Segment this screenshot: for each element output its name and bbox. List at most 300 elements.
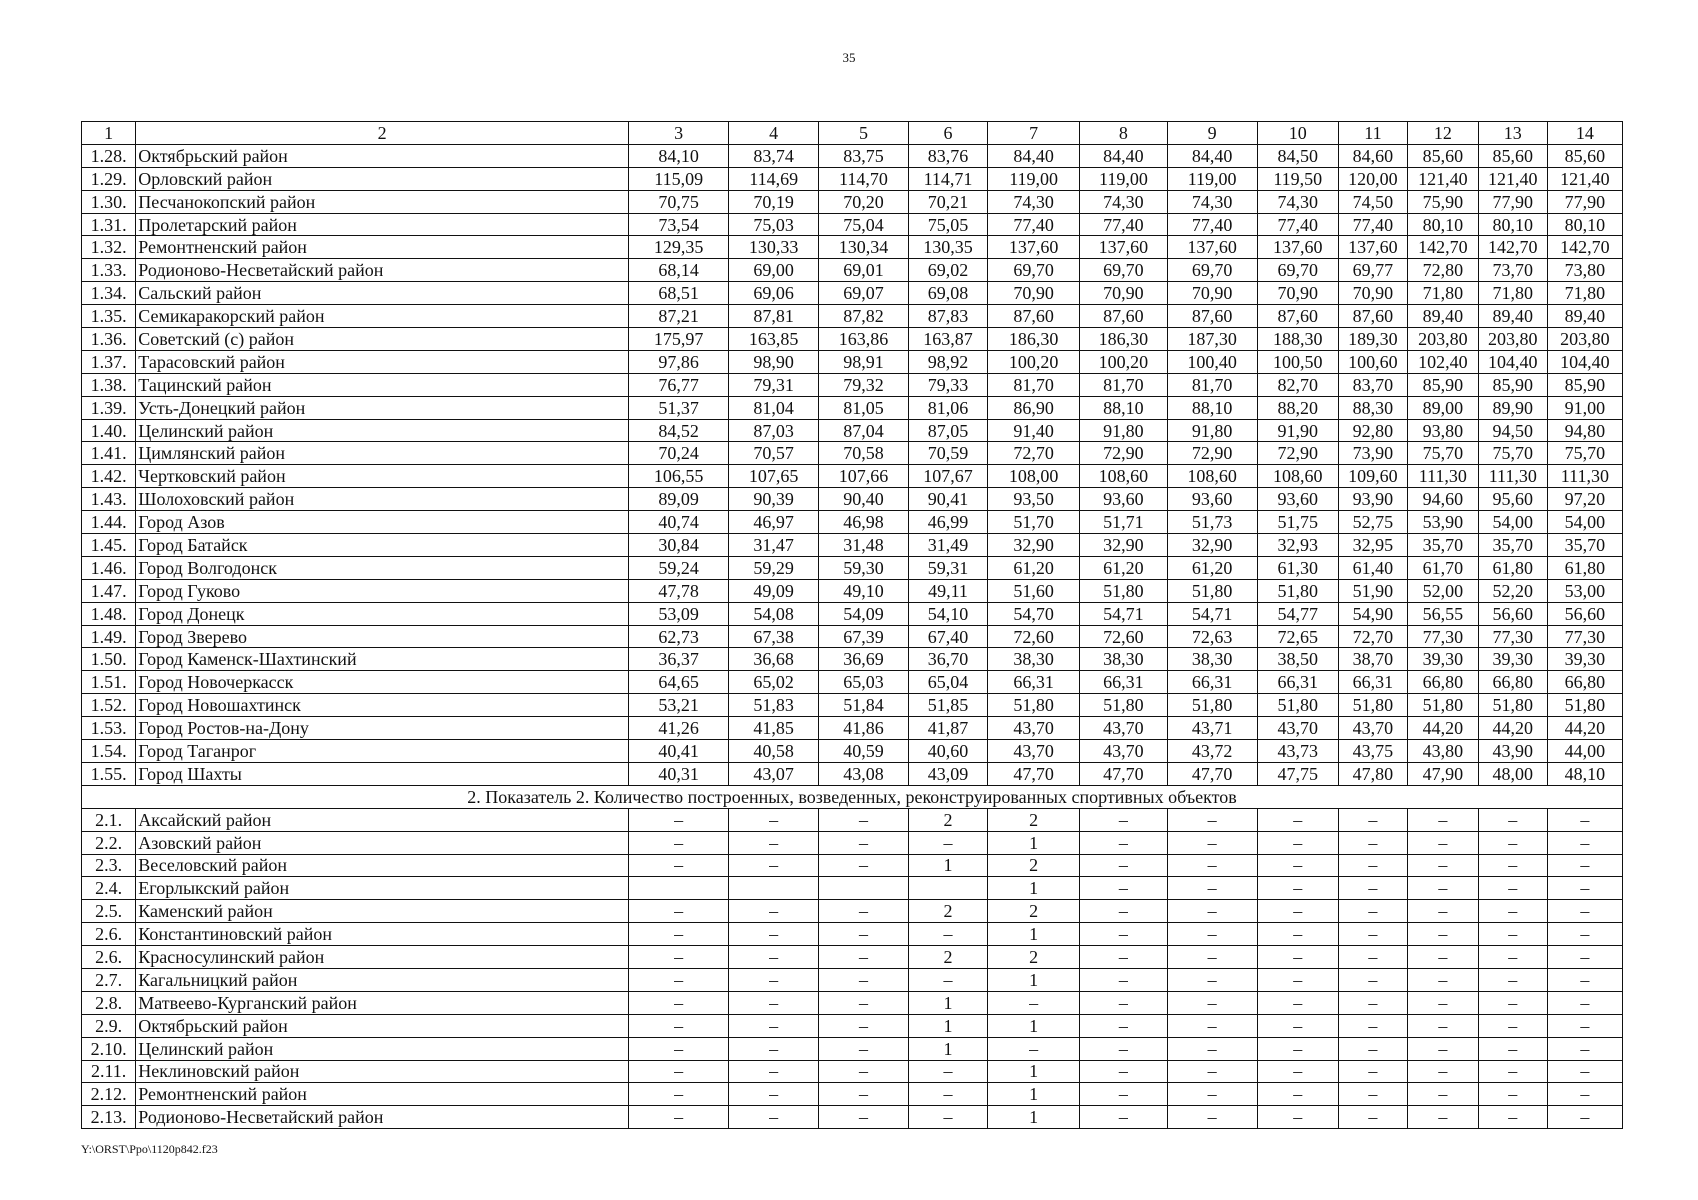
value-cell: 51,80 xyxy=(1478,694,1547,717)
table-row xyxy=(82,213,1623,236)
value-cell: 46,97 xyxy=(729,511,819,534)
value-cell: – xyxy=(1338,854,1407,877)
value-cell: 80,10 xyxy=(1478,213,1547,236)
value-cell: 61,40 xyxy=(1338,556,1407,579)
value-cell: 84,40 xyxy=(1167,144,1257,167)
row-number: 1.41. xyxy=(82,442,136,465)
value-cell: 83,74 xyxy=(729,144,819,167)
value-cell: – xyxy=(1547,1014,1622,1037)
value-cell: – xyxy=(819,1014,909,1037)
value-cell: 85,90 xyxy=(1547,373,1622,396)
district-name: Город Ростов-на-Дону xyxy=(136,717,629,740)
value-cell: 106,55 xyxy=(629,465,729,488)
value-cell: 59,30 xyxy=(819,556,909,579)
value-cell: 40,58 xyxy=(729,740,819,763)
table-row xyxy=(82,991,1623,1014)
table-row xyxy=(82,923,1623,946)
value-cell: 100,20 xyxy=(988,350,1080,373)
value-cell: 69,70 xyxy=(1167,259,1257,282)
value-cell: 142,70 xyxy=(1478,236,1547,259)
district-name: Цимлянский район xyxy=(136,442,629,465)
value-cell: 137,60 xyxy=(1338,236,1407,259)
value-cell: – xyxy=(819,946,909,969)
value-cell: 74,50 xyxy=(1338,190,1407,213)
value-cell: 82,70 xyxy=(1257,373,1338,396)
value-cell: 87,21 xyxy=(629,305,729,328)
value-cell: 114,70 xyxy=(819,167,909,190)
district-name: Ремонтненский район xyxy=(136,1083,629,1106)
value-cell: 54,08 xyxy=(729,602,819,625)
district-name: Город Новошахтинск xyxy=(136,694,629,717)
value-cell: – xyxy=(1547,900,1622,923)
table-row xyxy=(82,625,1623,648)
value-cell: 66,31 xyxy=(1167,671,1257,694)
value-cell: 115,09 xyxy=(629,167,729,190)
value-cell: – xyxy=(1407,831,1478,854)
value-cell: 51,80 xyxy=(1167,579,1257,602)
value-cell: 41,26 xyxy=(629,717,729,740)
value-cell: 35,70 xyxy=(1478,534,1547,557)
table-row xyxy=(82,350,1623,373)
value-cell: 119,00 xyxy=(1167,167,1257,190)
value-cell: 51,80 xyxy=(1257,579,1338,602)
value-cell: 100,60 xyxy=(1338,350,1407,373)
value-cell: – xyxy=(1547,946,1622,969)
value-cell: – xyxy=(1257,991,1338,1014)
value-cell: 38,30 xyxy=(1080,648,1168,671)
value-cell: 54,00 xyxy=(1478,511,1547,534)
value-cell: – xyxy=(1478,808,1547,831)
value-cell: 31,48 xyxy=(819,534,909,557)
value-cell: 70,90 xyxy=(1338,282,1407,305)
value-cell: 32,90 xyxy=(1080,534,1168,557)
row-number: 1.28. xyxy=(82,144,136,167)
value-cell: 85,90 xyxy=(1407,373,1478,396)
value-cell: – xyxy=(1080,946,1168,969)
row-number: 2.2. xyxy=(82,831,136,854)
value-cell: 107,65 xyxy=(729,465,819,488)
district-name: Усть-Донецкий район xyxy=(136,396,629,419)
district-name: Город Новочеркасск xyxy=(136,671,629,694)
value-cell: 108,60 xyxy=(1257,465,1338,488)
value-cell: 1 xyxy=(908,854,987,877)
value-cell: 51,80 xyxy=(1257,694,1338,717)
value-cell: 46,99 xyxy=(908,511,987,534)
value-cell: 85,60 xyxy=(1478,144,1547,167)
value-cell: 111,30 xyxy=(1478,465,1547,488)
value-cell: 84,50 xyxy=(1257,144,1338,167)
value-cell: 108,60 xyxy=(1080,465,1168,488)
value-cell: 104,40 xyxy=(1478,350,1547,373)
value-cell: 48,10 xyxy=(1547,762,1622,785)
value-cell: – xyxy=(1257,923,1338,946)
value-cell: 186,30 xyxy=(988,328,1080,351)
value-cell: 71,80 xyxy=(1407,282,1478,305)
value-cell: – xyxy=(1080,1037,1168,1060)
value-cell: – xyxy=(729,1037,819,1060)
value-cell: 69,02 xyxy=(908,259,987,282)
value-cell: 61,20 xyxy=(1080,556,1168,579)
row-number: 1.54. xyxy=(82,740,136,763)
value-cell: – xyxy=(1257,1083,1338,1106)
value-cell: 72,60 xyxy=(1080,625,1168,648)
value-cell: 56,55 xyxy=(1407,602,1478,625)
district-name: Родионово-Несветайский район xyxy=(136,1106,629,1129)
value-cell: – xyxy=(1338,877,1407,900)
value-cell: – xyxy=(629,1060,729,1083)
value-cell: 46,98 xyxy=(819,511,909,534)
value-cell: 1 xyxy=(908,991,987,1014)
table-row xyxy=(82,602,1623,625)
value-cell: 69,01 xyxy=(819,259,909,282)
value-cell: 87,81 xyxy=(729,305,819,328)
table-row xyxy=(82,762,1623,785)
value-cell xyxy=(819,877,909,900)
row-number: 1.31. xyxy=(82,213,136,236)
value-cell: 91,00 xyxy=(1547,396,1622,419)
value-cell: 93,60 xyxy=(1080,488,1168,511)
value-cell: – xyxy=(1257,808,1338,831)
table-row xyxy=(82,328,1623,351)
value-cell: 77,90 xyxy=(1478,190,1547,213)
value-cell: – xyxy=(629,900,729,923)
value-cell: 39,30 xyxy=(1478,648,1547,671)
value-cell: 107,66 xyxy=(819,465,909,488)
value-cell: 98,92 xyxy=(908,350,987,373)
value-cell: 49,11 xyxy=(908,579,987,602)
value-cell: 163,85 xyxy=(729,328,819,351)
value-cell: 47,90 xyxy=(1407,762,1478,785)
value-cell: – xyxy=(1407,923,1478,946)
value-cell: – xyxy=(819,854,909,877)
column-header: 10 xyxy=(1257,122,1338,145)
value-cell: 71,80 xyxy=(1547,282,1622,305)
value-cell: 52,75 xyxy=(1338,511,1407,534)
value-cell: 1 xyxy=(988,1106,1080,1129)
value-cell: 91,40 xyxy=(988,419,1080,442)
value-cell: – xyxy=(629,968,729,991)
table-row xyxy=(82,671,1623,694)
value-cell: – xyxy=(1080,1060,1168,1083)
value-cell: 70,90 xyxy=(1167,282,1257,305)
value-cell: 53,90 xyxy=(1407,511,1478,534)
value-cell: 76,77 xyxy=(629,373,729,396)
value-cell: 77,30 xyxy=(1547,625,1622,648)
value-cell: – xyxy=(908,1083,987,1106)
district-name: Веселовский район xyxy=(136,854,629,877)
value-cell: – xyxy=(1338,968,1407,991)
value-cell: 102,40 xyxy=(1407,350,1478,373)
table-row xyxy=(82,946,1623,969)
value-cell: 92,80 xyxy=(1338,419,1407,442)
value-cell: – xyxy=(1338,900,1407,923)
column-header: 5 xyxy=(819,122,909,145)
value-cell: 84,40 xyxy=(1080,144,1168,167)
value-cell: 41,87 xyxy=(908,717,987,740)
value-cell: 72,65 xyxy=(1257,625,1338,648)
value-cell: 88,10 xyxy=(1080,396,1168,419)
value-cell: 75,70 xyxy=(1547,442,1622,465)
value-cell: 51,73 xyxy=(1167,511,1257,534)
value-cell: 2 xyxy=(988,854,1080,877)
value-cell: 77,40 xyxy=(1338,213,1407,236)
value-cell: 119,00 xyxy=(988,167,1080,190)
row-number: 2.6. xyxy=(82,923,136,946)
value-cell: 2 xyxy=(988,946,1080,969)
value-cell: 100,50 xyxy=(1257,350,1338,373)
value-cell: – xyxy=(819,1106,909,1129)
value-cell: 51,80 xyxy=(1407,694,1478,717)
value-cell: 75,03 xyxy=(729,213,819,236)
row-number: 2.1. xyxy=(82,808,136,831)
value-cell: 130,33 xyxy=(729,236,819,259)
value-cell: – xyxy=(1547,923,1622,946)
value-cell: 47,70 xyxy=(988,762,1080,785)
value-cell: – xyxy=(1547,1037,1622,1060)
district-name: Семикаракорский район xyxy=(136,305,629,328)
value-cell: – xyxy=(729,991,819,1014)
value-cell: 129,35 xyxy=(629,236,729,259)
value-cell: 61,20 xyxy=(1167,556,1257,579)
table-row xyxy=(82,259,1623,282)
value-cell: 67,38 xyxy=(729,625,819,648)
value-cell: 38,30 xyxy=(1167,648,1257,671)
table-row xyxy=(82,808,1623,831)
value-cell: 72,60 xyxy=(988,625,1080,648)
value-cell: 2 xyxy=(908,900,987,923)
value-cell: 89,90 xyxy=(1478,396,1547,419)
row-number: 2.12. xyxy=(82,1083,136,1106)
value-cell: – xyxy=(1167,854,1257,877)
value-cell: 72,90 xyxy=(1257,442,1338,465)
value-cell: 80,10 xyxy=(1547,213,1622,236)
value-cell: – xyxy=(629,923,729,946)
district-name: Целинский район xyxy=(136,419,629,442)
value-cell: – xyxy=(1478,900,1547,923)
value-cell: 40,59 xyxy=(819,740,909,763)
table-row xyxy=(82,396,1623,419)
district-name: Город Волгодонск xyxy=(136,556,629,579)
value-cell: 36,68 xyxy=(729,648,819,671)
value-cell: 68,14 xyxy=(629,259,729,282)
value-cell: 95,60 xyxy=(1478,488,1547,511)
district-name: Тарасовский район xyxy=(136,350,629,373)
value-cell: 74,30 xyxy=(988,190,1080,213)
value-cell: – xyxy=(1338,831,1407,854)
row-number: 1.48. xyxy=(82,602,136,625)
value-cell: 75,04 xyxy=(819,213,909,236)
value-cell: – xyxy=(1338,808,1407,831)
value-cell: – xyxy=(1257,1106,1338,1129)
table-row xyxy=(82,1060,1623,1083)
value-cell: – xyxy=(629,808,729,831)
value-cell: 43,71 xyxy=(1167,717,1257,740)
value-cell: 111,30 xyxy=(1547,465,1622,488)
value-cell: 72,70 xyxy=(988,442,1080,465)
value-cell: 54,71 xyxy=(1167,602,1257,625)
value-cell: 2 xyxy=(908,808,987,831)
value-cell: – xyxy=(1167,1106,1257,1129)
table-row xyxy=(82,556,1623,579)
row-number: 1.51. xyxy=(82,671,136,694)
value-cell: 109,60 xyxy=(1338,465,1407,488)
value-cell: – xyxy=(819,1060,909,1083)
value-cell: 81,70 xyxy=(1167,373,1257,396)
value-cell: 43,70 xyxy=(1257,717,1338,740)
value-cell: 43,70 xyxy=(1080,740,1168,763)
value-cell: 1 xyxy=(908,1014,987,1037)
value-cell: 40,31 xyxy=(629,762,729,785)
value-cell: 94,60 xyxy=(1407,488,1478,511)
value-cell: – xyxy=(1407,946,1478,969)
value-cell: 73,70 xyxy=(1478,259,1547,282)
value-cell: – xyxy=(1080,1106,1168,1129)
value-cell: – xyxy=(1547,991,1622,1014)
value-cell: 66,31 xyxy=(988,671,1080,694)
value-cell: – xyxy=(819,900,909,923)
district-name: Город Донецк xyxy=(136,602,629,625)
value-cell: – xyxy=(1478,1014,1547,1037)
column-header: 3 xyxy=(629,122,729,145)
district-name: Матвеево-Курганский район xyxy=(136,991,629,1014)
value-cell: 61,80 xyxy=(1478,556,1547,579)
value-cell: 142,70 xyxy=(1407,236,1478,259)
value-cell: 1 xyxy=(908,1037,987,1060)
value-cell: 93,50 xyxy=(988,488,1080,511)
value-cell: – xyxy=(819,991,909,1014)
value-cell: 43,09 xyxy=(908,762,987,785)
value-cell: 38,70 xyxy=(1338,648,1407,671)
value-cell: – xyxy=(1167,1060,1257,1083)
value-cell: – xyxy=(1080,923,1168,946)
value-cell: 70,75 xyxy=(629,190,729,213)
value-cell: – xyxy=(1407,1106,1478,1129)
value-cell: 44,20 xyxy=(1547,717,1622,740)
row-number: 2.6. xyxy=(82,946,136,969)
value-cell: – xyxy=(908,923,987,946)
value-cell: 86,90 xyxy=(988,396,1080,419)
value-cell: 81,70 xyxy=(1080,373,1168,396)
value-cell: – xyxy=(1547,877,1622,900)
value-cell: – xyxy=(1167,991,1257,1014)
value-cell: 90,41 xyxy=(908,488,987,511)
value-cell: 54,10 xyxy=(908,602,987,625)
value-cell: 77,40 xyxy=(1257,213,1338,236)
district-name: Песчанокопский район xyxy=(136,190,629,213)
value-cell: 79,33 xyxy=(908,373,987,396)
value-cell: – xyxy=(1407,968,1478,991)
row-number: 1.52. xyxy=(82,694,136,717)
value-cell: – xyxy=(1167,808,1257,831)
value-cell: 84,40 xyxy=(988,144,1080,167)
district-name: Целинский район xyxy=(136,1037,629,1060)
value-cell: – xyxy=(819,968,909,991)
row-number: 1.45. xyxy=(82,534,136,557)
district-name: Город Зверево xyxy=(136,625,629,648)
row-number: 1.37. xyxy=(82,350,136,373)
value-cell: 87,05 xyxy=(908,419,987,442)
value-cell: 93,90 xyxy=(1338,488,1407,511)
value-cell: 41,85 xyxy=(729,717,819,740)
row-number: 1.44. xyxy=(82,511,136,534)
value-cell: – xyxy=(1478,923,1547,946)
value-cell: 73,54 xyxy=(629,213,729,236)
row-number: 2.8. xyxy=(82,991,136,1014)
value-cell: 77,40 xyxy=(1167,213,1257,236)
value-cell: 70,90 xyxy=(988,282,1080,305)
value-cell: 54,90 xyxy=(1338,602,1407,625)
table-row xyxy=(82,282,1623,305)
value-cell: – xyxy=(908,1060,987,1083)
value-cell: 89,00 xyxy=(1407,396,1478,419)
value-cell: – xyxy=(1547,1060,1622,1083)
value-cell: – xyxy=(819,1037,909,1060)
value-cell: 61,30 xyxy=(1257,556,1338,579)
value-cell: 1 xyxy=(988,831,1080,854)
value-cell: – xyxy=(629,1014,729,1037)
value-cell: 65,02 xyxy=(729,671,819,694)
value-cell: 87,60 xyxy=(1167,305,1257,328)
value-cell: – xyxy=(1478,854,1547,877)
column-header: 13 xyxy=(1478,122,1547,145)
value-cell: 72,90 xyxy=(1167,442,1257,465)
table-row xyxy=(82,305,1623,328)
value-cell: 62,73 xyxy=(629,625,729,648)
value-cell: 66,31 xyxy=(1338,671,1407,694)
value-cell: 137,60 xyxy=(1167,236,1257,259)
value-cell: 87,60 xyxy=(988,305,1080,328)
column-header: 4 xyxy=(729,122,819,145)
row-number: 1.53. xyxy=(82,717,136,740)
value-cell: – xyxy=(629,831,729,854)
value-cell: – xyxy=(1257,877,1338,900)
table-row xyxy=(82,831,1623,854)
value-cell: 89,40 xyxy=(1478,305,1547,328)
table-row xyxy=(82,877,1623,900)
row-number: 1.35. xyxy=(82,305,136,328)
district-name: Чертковский район xyxy=(136,465,629,488)
value-cell: – xyxy=(629,1106,729,1129)
value-cell: – xyxy=(1257,946,1338,969)
district-name: Октябрьский район xyxy=(136,144,629,167)
value-cell: – xyxy=(819,1083,909,1106)
column-header: 1 xyxy=(82,122,136,145)
row-number: 1.29. xyxy=(82,167,136,190)
value-cell: – xyxy=(729,854,819,877)
footer-file-path: Y:\ORST\Ppo\1120p842.f23 xyxy=(81,1142,218,1156)
value-cell: 69,00 xyxy=(729,259,819,282)
value-cell: – xyxy=(988,991,1080,1014)
value-cell xyxy=(629,877,729,900)
row-number: 2.9. xyxy=(82,1014,136,1037)
district-name: Октябрьский район xyxy=(136,1014,629,1037)
value-cell: – xyxy=(819,808,909,831)
value-cell: – xyxy=(629,854,729,877)
value-cell: 80,10 xyxy=(1407,213,1478,236)
value-cell: – xyxy=(1478,1083,1547,1106)
value-cell: – xyxy=(629,1083,729,1106)
table-row xyxy=(82,740,1623,763)
row-number: 1.42. xyxy=(82,465,136,488)
row-number: 1.46. xyxy=(82,556,136,579)
value-cell: 87,60 xyxy=(1080,305,1168,328)
value-cell: – xyxy=(1080,808,1168,831)
value-cell: 66,80 xyxy=(1407,671,1478,694)
value-cell: 83,70 xyxy=(1338,373,1407,396)
value-cell: 65,04 xyxy=(908,671,987,694)
value-cell: 87,82 xyxy=(819,305,909,328)
value-cell: – xyxy=(1478,1037,1547,1060)
